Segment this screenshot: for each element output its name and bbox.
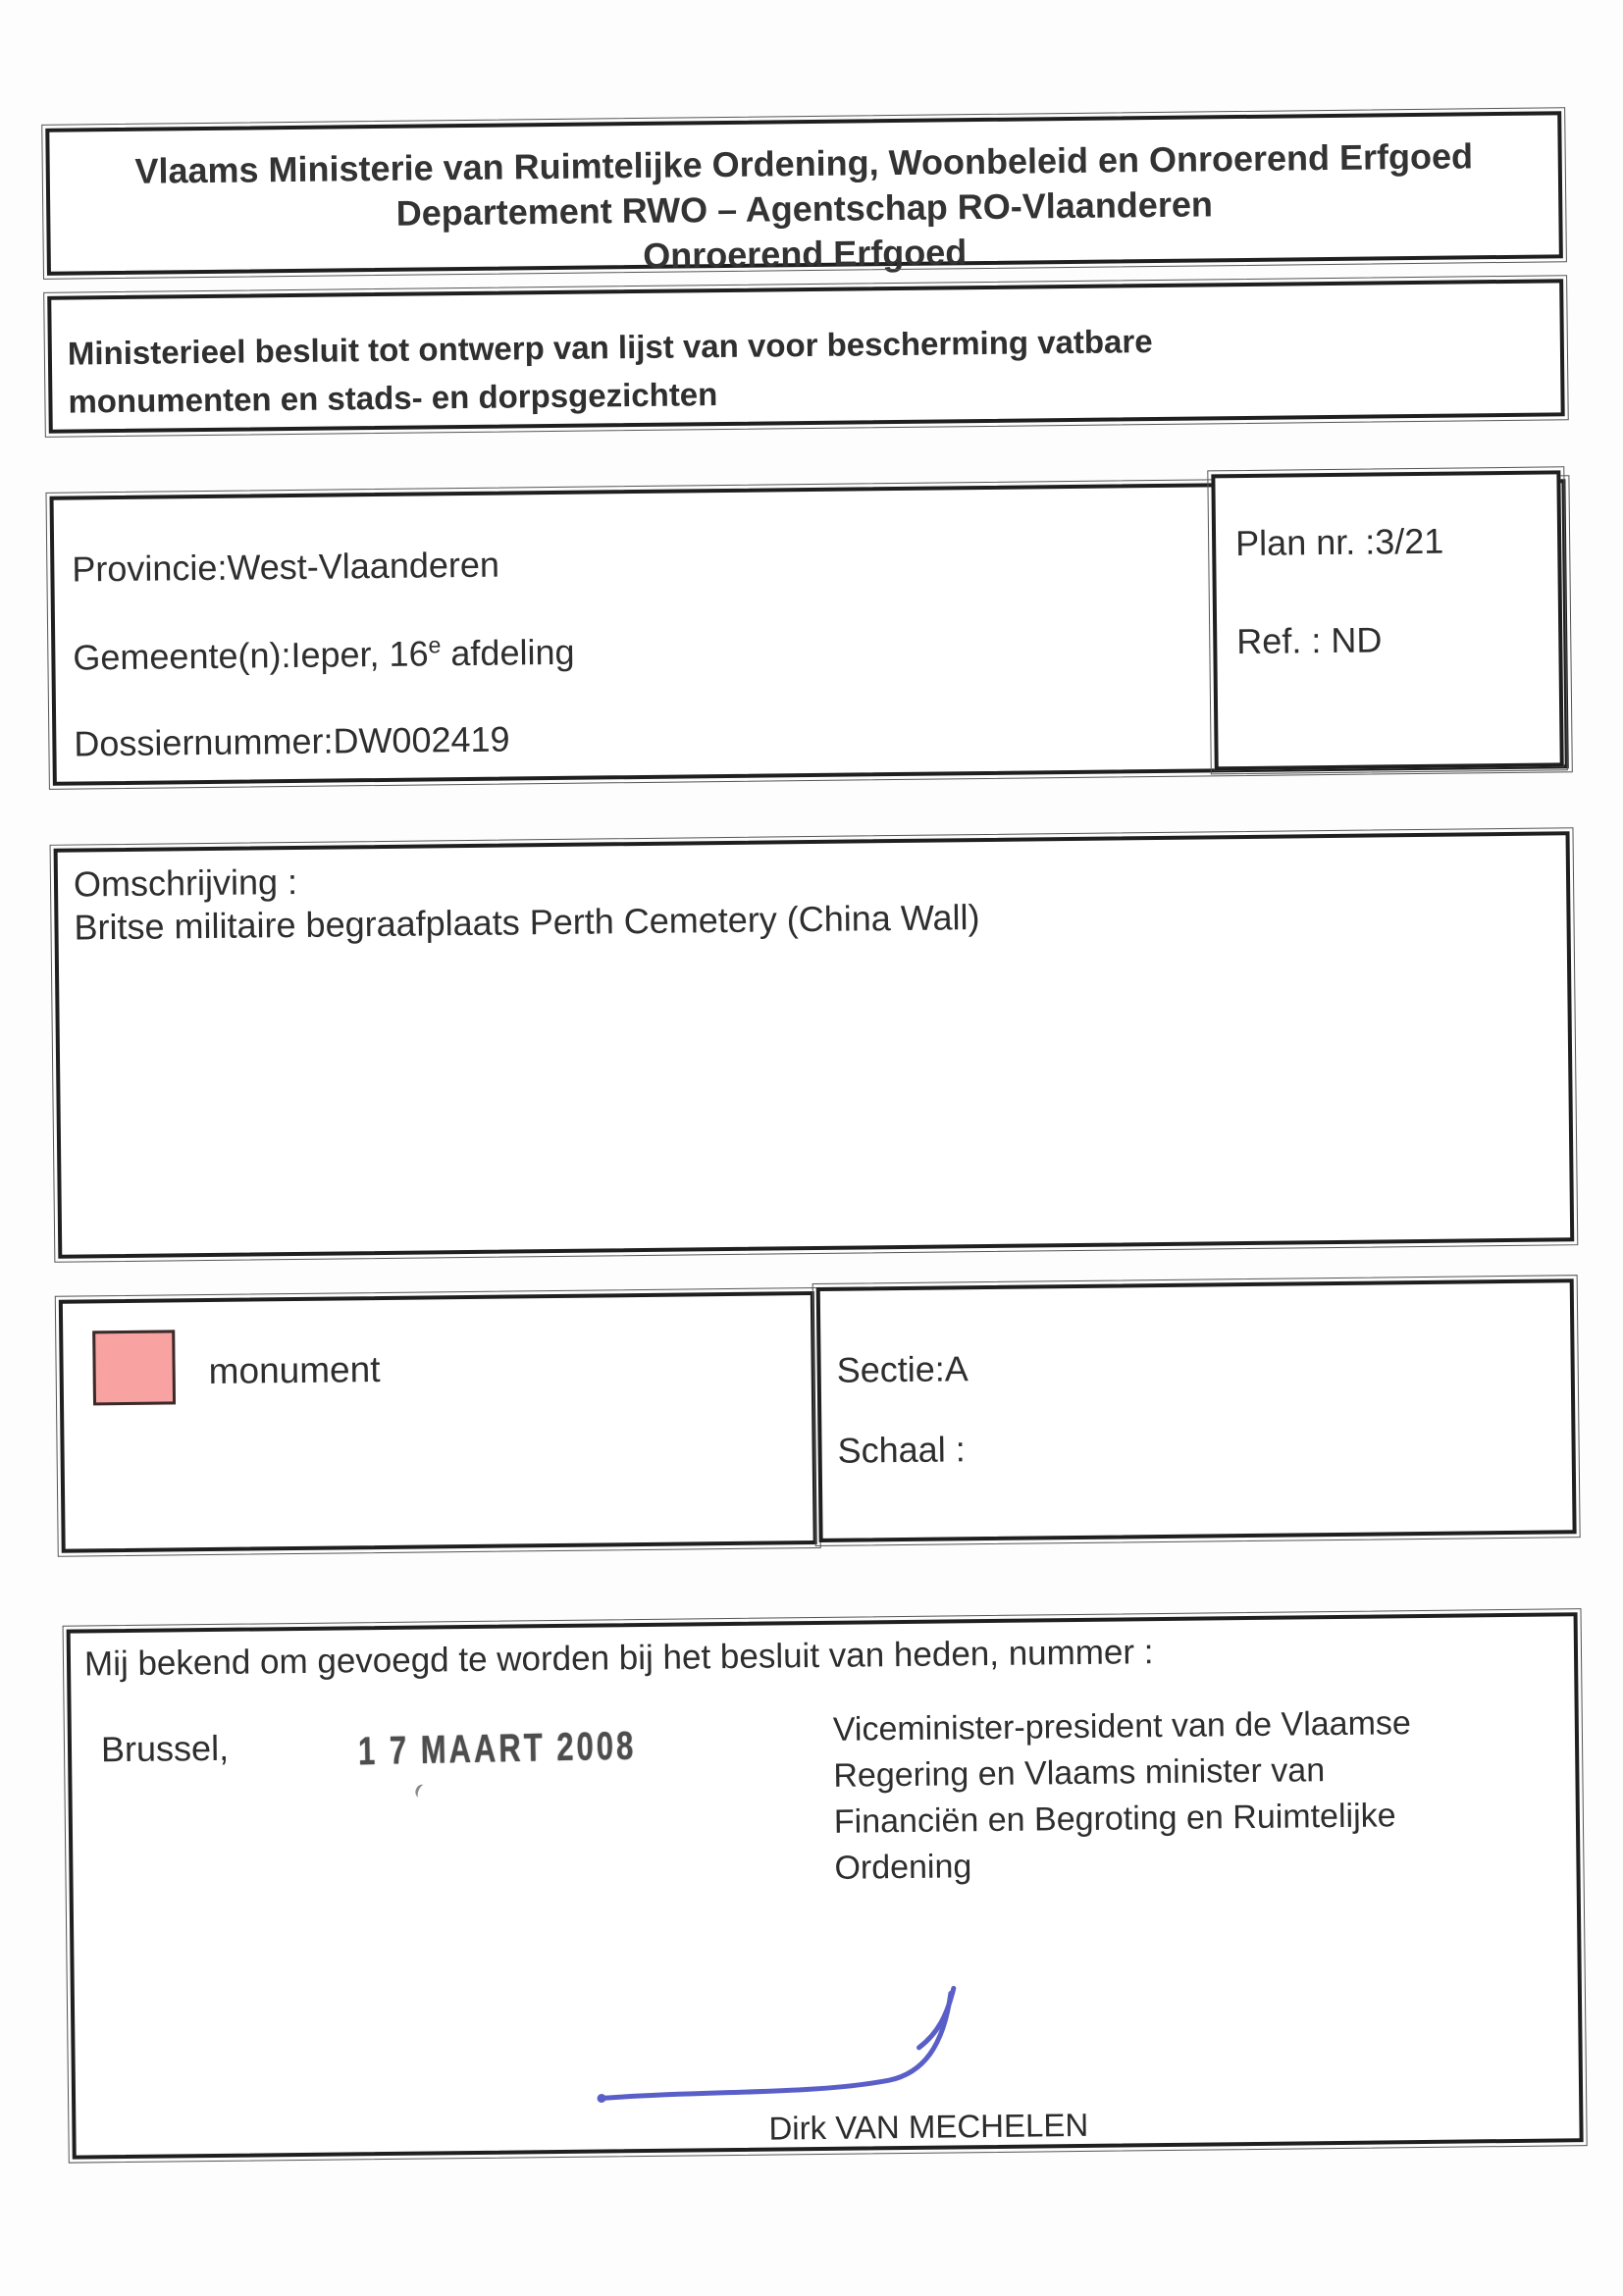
monument-legend-swatch — [92, 1330, 176, 1405]
attachment-statement: Mij bekend om gevoegd te worden bij het besluit van heden, nummer : — [83, 1633, 1154, 1684]
city-label: Brussel, — [100, 1727, 230, 1770]
decree-title-box — [47, 279, 1564, 434]
signature-main-stroke — [601, 1993, 952, 2098]
decree-title-line1: Ministerieel besluit tot ontwerp van lijst van voor bescherming vatbare — [67, 323, 1153, 372]
dossier-number-field: Dossiernummer:DW002419 — [74, 718, 510, 764]
municipality-suffix: afdeling — [441, 631, 575, 674]
reference-field: Ref. : ND — [1236, 619, 1383, 662]
description-value: Britse militaire begraafplaats Perth Cemetery (China Wall) — [74, 897, 980, 948]
municipality-field — [73, 632, 575, 679]
monument-legend-label: monument — [208, 1349, 381, 1392]
minister-title-block — [833, 1700, 1413, 1892]
description-label: Omschrijving : — [73, 861, 298, 905]
ministry-name-line: Vlaams Ministerie van Ruimtelijke Ordening, Woonbeleid en Onroerend Erfgoed — [134, 135, 1474, 191]
minister-title-line3: Financiën en Begroting en Ruimtelijke — [833, 1797, 1396, 1841]
description-box — [54, 831, 1575, 1259]
municipality-text: Gemeente(n):Ieper, 16 — [73, 633, 429, 678]
plan-number-field: Plan nr. :3/21 — [1234, 520, 1444, 564]
province-field: Provincie:West-Vlaanderen — [72, 544, 500, 590]
municipality-superscript: e — [428, 632, 442, 658]
minister-title-line1: Viceminister-president van de Vlaamse — [832, 1704, 1412, 1748]
department-line: Departement RWO – Agentschap RO-Vlaanderen — [395, 183, 1214, 234]
date-stamp: 1 7 MAART 2008 — [357, 1723, 637, 1774]
decree-title-line2: monumenten en stads- en dorpsgezichten — [68, 376, 718, 420]
signature-stroke — [553, 1956, 1007, 2127]
scale-field: Schaal : — [837, 1429, 966, 1471]
signer-name: Dirk VAN MECHELEN — [768, 2106, 1089, 2147]
section-field: Sectie:A — [836, 1348, 969, 1390]
agency-line: Onroerend Erfgoed — [643, 232, 968, 276]
legend-box — [59, 1291, 817, 1553]
minister-title-line2: Regering en Vlaams minister van — [833, 1751, 1326, 1795]
ministry-header-box — [45, 111, 1563, 276]
minister-title-line4: Ordening — [834, 1848, 972, 1887]
plan-reference-box — [1211, 470, 1563, 770]
stamp-ink-artifact — [413, 1783, 430, 1800]
section-scale-box — [816, 1278, 1577, 1542]
